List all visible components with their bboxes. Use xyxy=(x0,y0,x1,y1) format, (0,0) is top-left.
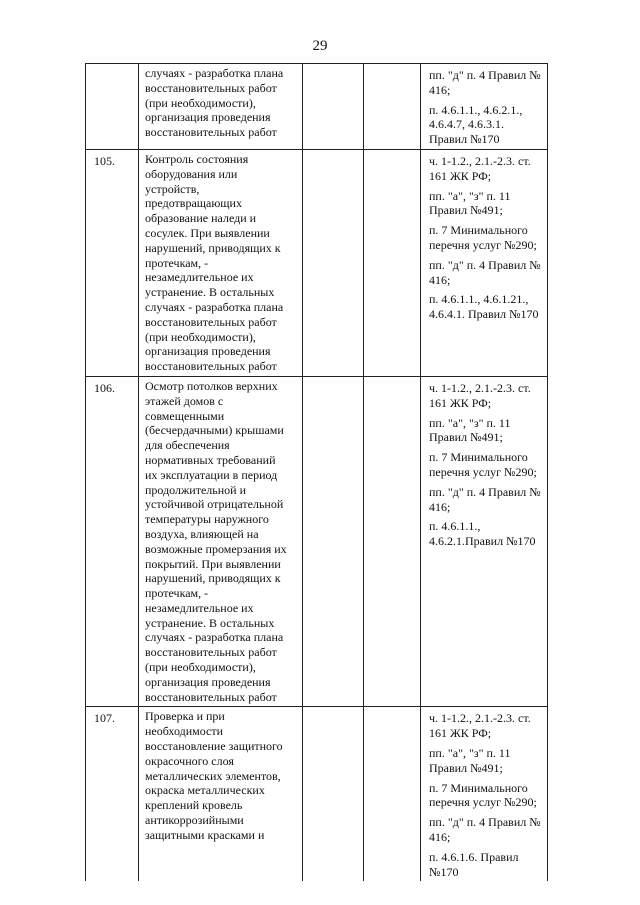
row-number-cell xyxy=(86,64,139,150)
work-description-line: Проверка и при xyxy=(145,709,225,724)
work-description-line: окрасочного слоя xyxy=(145,753,234,768)
legal-references-cell xyxy=(421,707,548,881)
legal-references xyxy=(421,377,547,551)
work-description-cell xyxy=(139,149,303,376)
work-description-line: незамедлительное их xyxy=(145,600,254,615)
legal-reference: п. 4.6.1.1., 4.6.2.1.Правил №170 xyxy=(429,519,536,549)
legal-reference: ч. 1-1.2., 2.1.-2.3. ст. 161 ЖК РФ; xyxy=(429,711,531,741)
empty-cell xyxy=(364,376,421,707)
legal-reference: п. 4.6.1.6. Правил №170 xyxy=(429,849,519,879)
work-description-line: восстановление защитного xyxy=(145,739,283,754)
empty-cell xyxy=(364,707,421,881)
row-number: 106. xyxy=(94,380,115,395)
work-description-line: протечкам, - xyxy=(145,255,209,270)
work-description-line: совмещенными xyxy=(145,408,225,423)
table-row xyxy=(86,149,548,376)
work-description xyxy=(139,150,302,376)
work-description-line: Осмотр потолков верхних xyxy=(145,378,278,393)
work-description-line: организация проведения xyxy=(145,110,271,125)
work-description-line: нарушений, приводящих к xyxy=(145,571,281,586)
legal-references-cell xyxy=(421,64,548,150)
work-description-line: окраска металлических xyxy=(145,783,265,798)
legal-reference: п. 7 Минимального перечня услуг №290; xyxy=(429,450,537,479)
legal-reference: пп. "а", "з" п. 11 Правил №491; xyxy=(429,188,511,218)
legal-references-cell xyxy=(421,149,548,376)
legal-reference: пп. "д" п. 4 Правил № 416; xyxy=(429,484,541,514)
work-description xyxy=(139,64,302,142)
work-description-line: устойчивой отрицательной xyxy=(145,497,284,512)
legal-references xyxy=(421,150,547,324)
legal-reference: п. 7 Минимального перечня услуг №290; xyxy=(429,780,537,810)
work-description-line: (при необходимости), xyxy=(145,95,256,110)
work-description-line: нарушений, приводящих к xyxy=(145,240,281,255)
work-description-cell xyxy=(139,707,303,881)
work-description-line: для обеспечения xyxy=(145,438,230,453)
work-description xyxy=(139,707,302,844)
legal-reference: п. 7 Минимального перечня услуг №290; xyxy=(429,223,537,252)
work-description-line: случаях - разработка плана xyxy=(145,66,284,80)
legal-reference: пп. "а", "з" п. 11 Правил №491; xyxy=(429,746,511,775)
work-description-line: креплений кровель xyxy=(145,798,243,813)
legal-reference: ч. 1-1.2., 2.1.-2.3. ст. 161 ЖК РФ; xyxy=(429,380,531,410)
work-description-line: возможные промерзания их xyxy=(145,541,287,556)
work-description-line: температуры наружного xyxy=(145,512,269,527)
row-number-cell xyxy=(86,149,139,376)
legal-references xyxy=(421,707,547,881)
legal-reference: пп. "д" п. 4 Правил № 416; xyxy=(429,815,541,845)
work-description-line: протечкам, - xyxy=(145,586,209,601)
work-description-line: случаях - разработка плана xyxy=(145,630,284,645)
work-description-line: восстановительных работ xyxy=(145,645,277,660)
legal-reference: пп. "д" п. 4 Правил № 416; xyxy=(429,68,541,97)
empty-cell xyxy=(364,64,421,150)
row-number-cell xyxy=(86,376,139,707)
legal-reference: пп. "а", "з" п. 11 Правил №491; xyxy=(429,415,511,445)
work-description-line: (при необходимости), xyxy=(145,329,256,344)
work-description-line: образование наледи и xyxy=(145,211,257,226)
empty-cell xyxy=(303,376,364,707)
row-number xyxy=(86,64,138,68)
work-description-line: продолжительной и xyxy=(145,482,247,497)
work-description-line: металлических элементов, xyxy=(145,768,281,783)
empty-cell xyxy=(364,149,421,376)
table-row xyxy=(86,707,548,881)
work-description-line: покрытий. При выявлении xyxy=(145,556,281,571)
legal-reference: пп. "д" п. 4 Правил № 416; xyxy=(429,257,541,287)
page-number: 29 xyxy=(312,38,328,54)
row-number: 105. xyxy=(94,153,115,168)
table-row xyxy=(86,376,548,707)
work-description-cell xyxy=(139,64,303,150)
work-description-line: (бесчердачными) крышами xyxy=(145,423,284,438)
work-description-line: Контроль состояния xyxy=(145,151,249,166)
empty-cell xyxy=(303,64,364,150)
empty-cell xyxy=(303,707,364,881)
work-description-line: защитными красками и xyxy=(145,827,265,842)
work-description-line: устранение. В остальных xyxy=(145,285,275,300)
work-description-line: нормативных требований xyxy=(145,452,276,467)
row-number-cell xyxy=(86,707,139,881)
legal-reference: ч. 1-1.2., 2.1.-2.3. ст. 161 ЖК РФ; xyxy=(429,153,531,183)
legal-references-cell xyxy=(421,376,548,707)
work-description-line: антикоррозийными xyxy=(145,813,244,828)
work-description-cell xyxy=(139,376,303,707)
work-description-line: восстановительных работ xyxy=(145,689,277,704)
work-description-line: сосулек. При выявлении xyxy=(145,225,270,240)
legal-reference: п. 4.6.1.1., 4.6.1.21., 4.6.4.1. Правил №170 xyxy=(429,292,539,322)
row-number: 107. xyxy=(94,711,115,726)
work-description-line: случаях - разработка плана xyxy=(145,299,284,314)
work-description-line: воздуха, влияющей на xyxy=(145,526,259,541)
empty-cell xyxy=(303,149,364,376)
work-description-line: необходимости xyxy=(145,724,224,739)
table-row xyxy=(86,64,548,150)
work-description-line: восстановительных работ xyxy=(145,80,277,95)
work-description-line: восстановительных работ xyxy=(145,125,277,140)
work-description xyxy=(139,377,302,707)
work-description-line: этажей домов с xyxy=(145,393,224,408)
work-description-line: устранение. В остальных xyxy=(145,615,275,630)
table-body xyxy=(86,64,548,882)
legal-reference: п. 4.6.1.1., 4.6.2.1., 4.6.4.7, 4.6.3.1. Правил №170 xyxy=(429,102,523,147)
work-description-line: (при необходимости), xyxy=(145,660,256,675)
works-table xyxy=(85,63,548,881)
work-description-line: восстановительных работ xyxy=(145,314,277,329)
work-description-line: незамедлительное их xyxy=(145,270,254,285)
work-description-line: организация проведения xyxy=(145,344,271,359)
work-description-line: восстановительных работ xyxy=(145,359,277,374)
legal-references xyxy=(421,64,547,149)
work-description-line: предотвращающих xyxy=(145,196,242,211)
work-description-line: организация проведения xyxy=(145,674,271,689)
work-description-line: устройств, xyxy=(145,181,200,196)
work-description-line: оборудования или xyxy=(145,166,238,181)
work-description-line: их эксплуатации в период xyxy=(145,467,278,482)
